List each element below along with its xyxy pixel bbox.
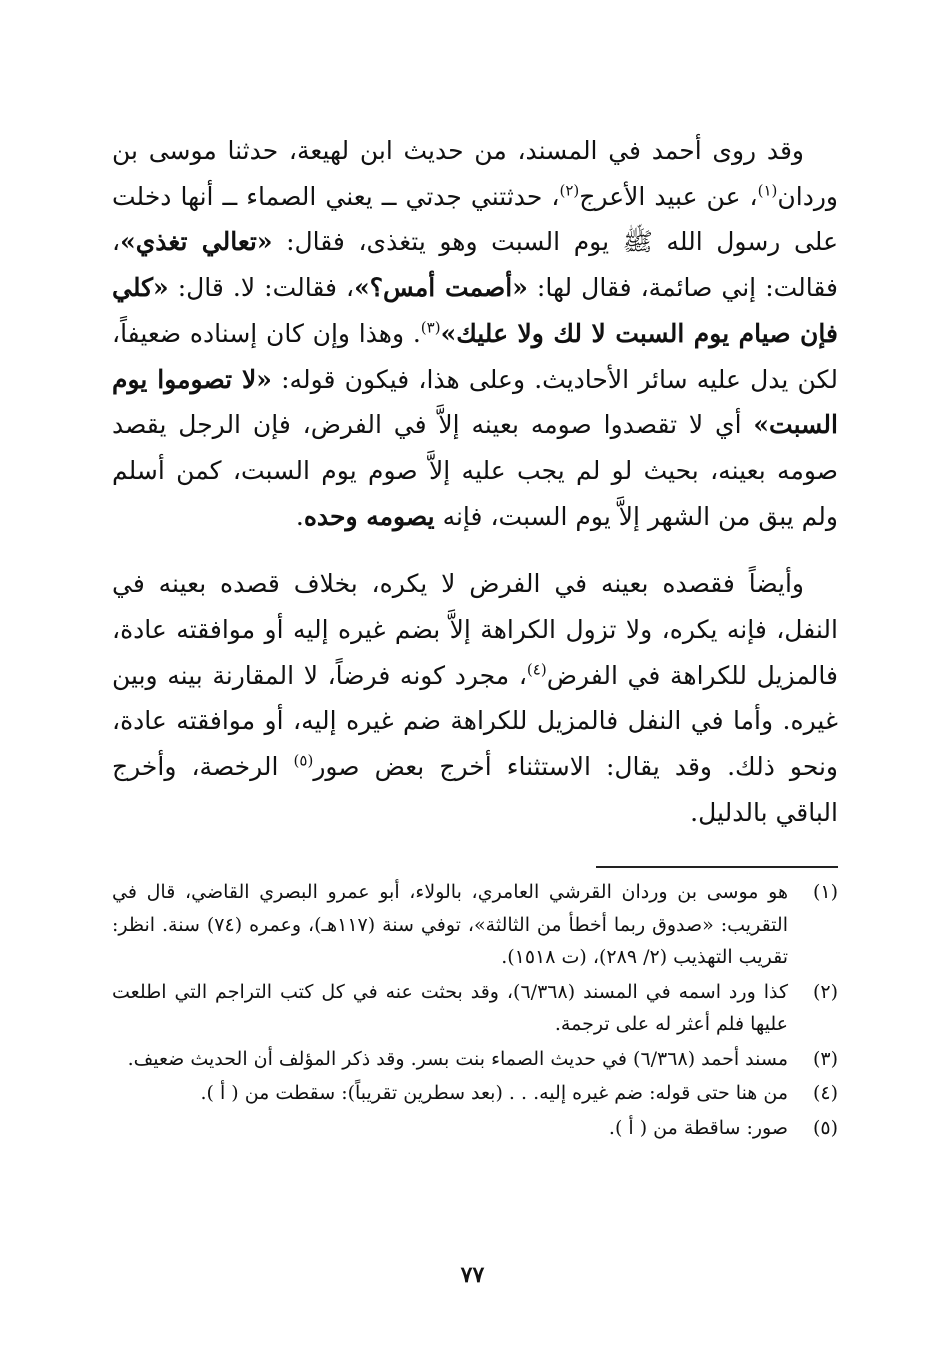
text-span: ، مجرد كونه فرضاً، لا المقارنة بينه وبين غيره. وأما في النفل فالمزيل للكراهة ضم غيره إليه، أو موافقته عادة، ونحو ذلك. وقد يقال: الاستثناء أخرج بعض صور xyxy=(112,660,839,782)
footnote-number: (٤) xyxy=(812,1082,838,1104)
footnote-ref-1: (١) xyxy=(757,181,778,200)
footnote-ref-4: (٤) xyxy=(526,660,547,679)
text-span: ، فقالت: إني صائمة، فقال لها: xyxy=(112,227,838,303)
footnote-text: هو موسى بن وردان القرشي العامري، بالولاء، أبو عمرو البصري القاضي، قال في التقريب: «صدوق ربما أخطأ من الثالثة»، توفي سنة (١١٧هـ)، وعمره (٧٤) سنة. انظر: تقريب التهذيب (٢/ ٢٨٩)، (ت ١٥١٨). xyxy=(112,881,788,968)
footnote-text: كذا ورد اسمه في المسند (٦/٣٦٨)، وقد بحثت عنه في كل كتب التراجم التي اطلعت عليها فلم أعثر له على ترجمة. xyxy=(112,980,788,1035)
paragraph-2 xyxy=(112,561,838,835)
footnote-text: مسند أحمد (٦/٣٦٨) في حديث الصماء بنت بسر. وقد ذكر المؤلف أن الحديث ضعيف. xyxy=(127,1047,788,1070)
footnote-1 xyxy=(112,876,838,974)
footnotes xyxy=(112,876,838,1146)
footnote-5 xyxy=(112,1112,838,1145)
hadith-quote: «تعالي تغذي» xyxy=(120,227,273,257)
hadith-quote: «أصمت أمس؟» xyxy=(354,273,528,303)
footnote-ref-3: (٣) xyxy=(420,318,441,337)
main-text xyxy=(112,128,838,836)
text-span: أي لا تقصدوا صومه بعينه إلاَّ في الفرض، فإن الرجل يقصد صومه بعينه، بحيث لو لم يجب عليه إلاَّ صوم يوم السبت، كمن أسلم ولم يبق من الشهر إلاَّ يوم السبت، فإنه xyxy=(112,410,838,531)
footnote-text: صور: ساقطة من ( أ ). xyxy=(608,1116,788,1139)
footnote-number: (٢) xyxy=(812,980,838,1003)
footnote-number: (١) xyxy=(812,881,838,903)
footnote-4 xyxy=(112,1077,838,1110)
footnote-number: (٣) xyxy=(812,1047,838,1070)
footnote-ref-2: (٢) xyxy=(559,181,580,200)
footnote-divider xyxy=(596,866,838,868)
footnote-ref-5: (٥) xyxy=(293,751,314,770)
footnote-2 xyxy=(112,976,838,1041)
page-number: ٧٧ xyxy=(460,1262,485,1288)
hadith-quote: «كلي فإن صيام يوم السبت لا لك ولا عليك» xyxy=(112,273,838,348)
text-span: الرخصة، وأخرج الباقي بالدليل. xyxy=(112,752,838,827)
footnote-text: من هنا حتى قوله: ضم غيره إليه. . . (بعد سطرين تقريباً): سقطت من ( أ ). xyxy=(200,1082,788,1104)
paragraph-1 xyxy=(112,128,838,539)
emphasis-text: يصومه وحده xyxy=(303,501,435,531)
text-span: ، فقالت: لا. قال: xyxy=(168,273,355,303)
text-span: . xyxy=(295,501,304,531)
footnote-number: (٥) xyxy=(812,1116,838,1139)
text-span: وقد روى أحمد في المسند، من حديث ابن لهيعة، حدثنا موسى بن وردان xyxy=(112,136,838,211)
text-span: ، حدثتني جدتي ــ يعني الصماء ــ أنها دخلت على رسول الله ﷺ يوم السبت وهو يتغذى، فقال: xyxy=(112,181,838,257)
text-span: ، عن عبيد الأعرج xyxy=(579,181,758,211)
text-span: وأيضاً فقصده بعينه في الفرض لا يكره، بخلاف قصده بعينه في النفل، فإنه يكره، ولا تزول الكراهة إلاَّ بضم غيره إليه أو موافقته عادة، فالمزيل للكراهة في الفرض xyxy=(112,569,838,690)
footnote-3 xyxy=(112,1043,838,1076)
hadith-quote: «لا تصوموا يوم السبت» xyxy=(112,364,838,440)
text-span: . وهذا وإن كان إسناده ضعيفاً، لكن يدل عليه سائر الأحاديث. وعلى هذا، فيكون قوله: xyxy=(112,318,838,394)
